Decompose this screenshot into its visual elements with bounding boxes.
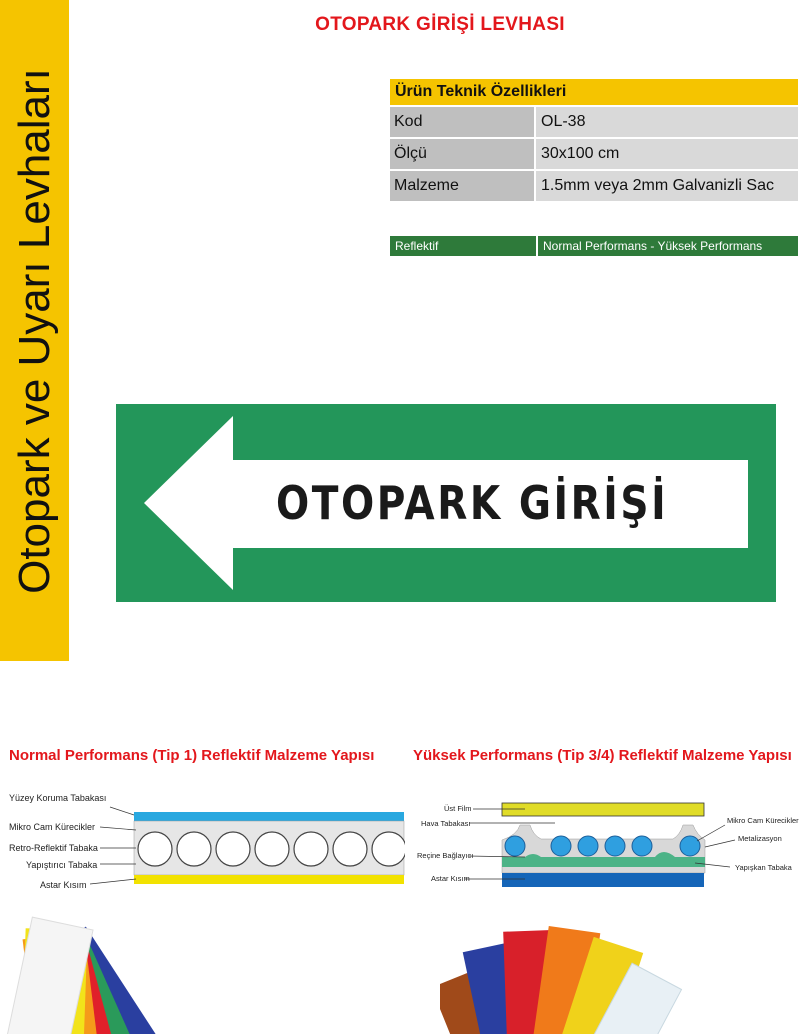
parking-entrance-sign (116, 404, 776, 602)
spec-row (390, 107, 798, 137)
diagram-label: Astar Kısım (431, 874, 470, 883)
diagram-label: Reçine Bağlayıcı (417, 851, 474, 860)
spec-key: Malzeme (390, 171, 534, 201)
diagram-label: Metalizasyon (738, 834, 782, 843)
diagram-label: Yapışkan Tabaka (735, 863, 792, 872)
spec-key: Ölçü (390, 139, 534, 169)
diagram-label: Üst Film (444, 804, 472, 813)
reflective-value: Normal Performans - Yüksek Performans (538, 236, 798, 256)
diagram-label: Astar Kısım (40, 880, 87, 890)
high-diagram-title: Yüksek Performans (Tip 3/4) Reflektif Malzeme Yapısı (413, 747, 792, 764)
spec-value: 1.5mm veya 2mm Galvanizli Sac (536, 171, 798, 201)
page-title: OTOPARK GİRİŞİ LEVHASI (315, 14, 565, 35)
spec-table-header: Ürün Teknik Özellikleri (390, 79, 798, 105)
spec-row (390, 139, 798, 169)
normal-sample-sheets (0, 905, 260, 1034)
reflective-row (390, 236, 798, 256)
side-band-text: Otopark ve Uyarı Levhaları (9, 67, 59, 594)
spec-value: OL-38 (536, 107, 798, 137)
diagram-label: Hava Tabakası (421, 819, 471, 828)
sign-text: OTOPARK GİRİŞİ (276, 476, 669, 530)
high-sample-sheets (440, 905, 700, 1034)
spec-row (390, 171, 798, 201)
normal-diagram-title: Normal Performans (Tip 1) Reflektif Malzeme Yapısı (9, 747, 375, 764)
diagram-label: Mikro Cam Kürecikler (9, 822, 96, 832)
spec-table (390, 79, 798, 201)
spec-value: 30x100 cm (536, 139, 798, 169)
diagram-label: Mikro Cam Kürecikler (727, 816, 799, 825)
diagram-label: Retro-Reflektif Tabaka (9, 843, 98, 853)
reflective-key: Reflektif (390, 236, 536, 256)
side-band (0, 0, 69, 661)
spec-key: Kod (390, 107, 534, 137)
diagram-label: Yapıştırıcı Tabaka (26, 860, 98, 870)
diagram-label: Yüzey Koruma Tabakası (9, 793, 107, 803)
